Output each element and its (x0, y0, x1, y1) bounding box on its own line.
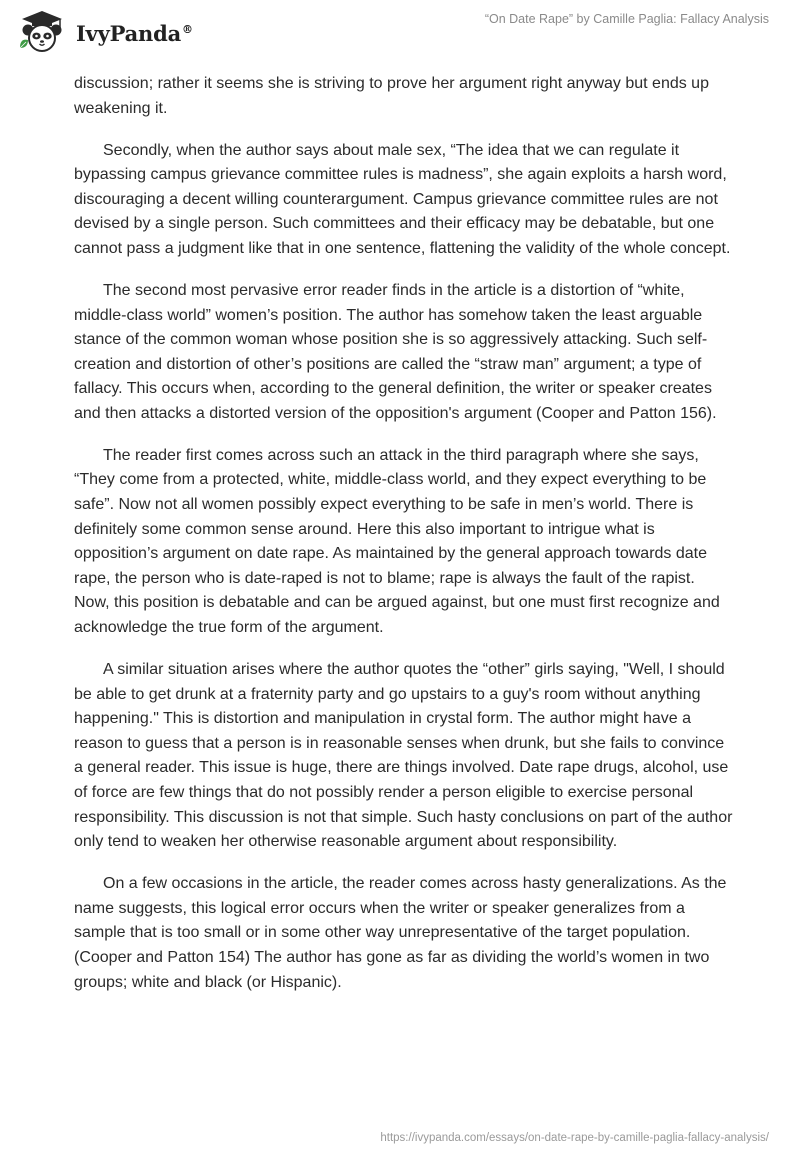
brand-name: IvyPanda® (76, 20, 193, 46)
document-title: “On Date Rape” by Camille Paglia: Fallacy Analysis (484, 12, 769, 26)
paragraph: The second most pervasive error reader finds in the article is a distortion of “white, middle-class world” women’s position. The author has somehow taken the least arguable stance of the common woman whose position she is so aggressively attacking. Such self-creation and distortion of other’s positions are called the “straw man” argument; a type of fallacy. This occurs when, according to the general definition, the writer or speaker creates and then attacks a distorted version of the opposition's argument (Cooper and Patton 156). (74, 281, 717, 422)
paragraph: Secondly, when the author says about male sex, “The idea that we can regulate it bypassing campus grievance committee rules is madness”, she again exploits a harsh word, discouraging a decent willing counterargument. Campus grievance committee rules are not devised by a single person. Such committees and their efficacy may be debatable, but one cannot pass a judgment like that in one sentence, flattening the validity of the whole concept. (74, 141, 731, 257)
trademark-symbol: ® (182, 22, 193, 36)
paragraph: discussion; rather it seems she is striving to prove her argument right anyway but ends up weakening it. (74, 75, 709, 117)
source-url[interactable]: https://ivypanda.com/essays/on-date-rape-by-camille-paglia-fallacy-analysis/ (380, 1132, 769, 1144)
paragraph: A similar situation arises where the author quotes the “other” girls saying, "Well, I should be able to get drunk at a fraternity party and go upstairs to a guy's room without anything happening." This is distortion and manipulation in crystal form. The author might have a reason to guess that a person is in reasonable senses when drunk, but she fails to convince a general reader. This issue is huge, there are things involved. Date rape drugs, alcohol, use of force are few things that do not possibly render a person eligible to exercise personal responsibility. This discussion is not that simple. Such hasty conclusions on part of the author only tend to weaken her otherwise reasonable argument about responsibility. (74, 661, 733, 851)
paragraph: On a few occasions in the article, the reader comes across hasty generalizations. As the name suggests, this logical error occurs when the writer or speaker generalizes from a sample that is too small or in some other way unrepresentative of the target population. (Cooper and Patton 154) The author has gone as far as dividing the world’s women in two groups; white and black (or Hispanic). (74, 875, 727, 991)
logo[interactable] (14, 8, 193, 54)
page-header (0, 0, 800, 64)
paragraph: The reader first comes across such an attack in the third paragraph where she says, “They come from a protected, white, middle-class world, and they expect everything to be safe”. Now not all women possibly expect everything to be safe in men’s world. There is definitely some common sense around. Here this also important to intrigue what is opposition’s argument on date rape. As maintained by the general approach towards date rape, the person who is date-raped is not to blame; rape is always the fault of the rapist. Now, this position is debatable and can be argued against, but one must first recognize and acknowledge the true form of the argument. (74, 446, 720, 637)
essay-body (74, 72, 734, 1013)
panda-graduate-logo-icon (14, 8, 70, 54)
